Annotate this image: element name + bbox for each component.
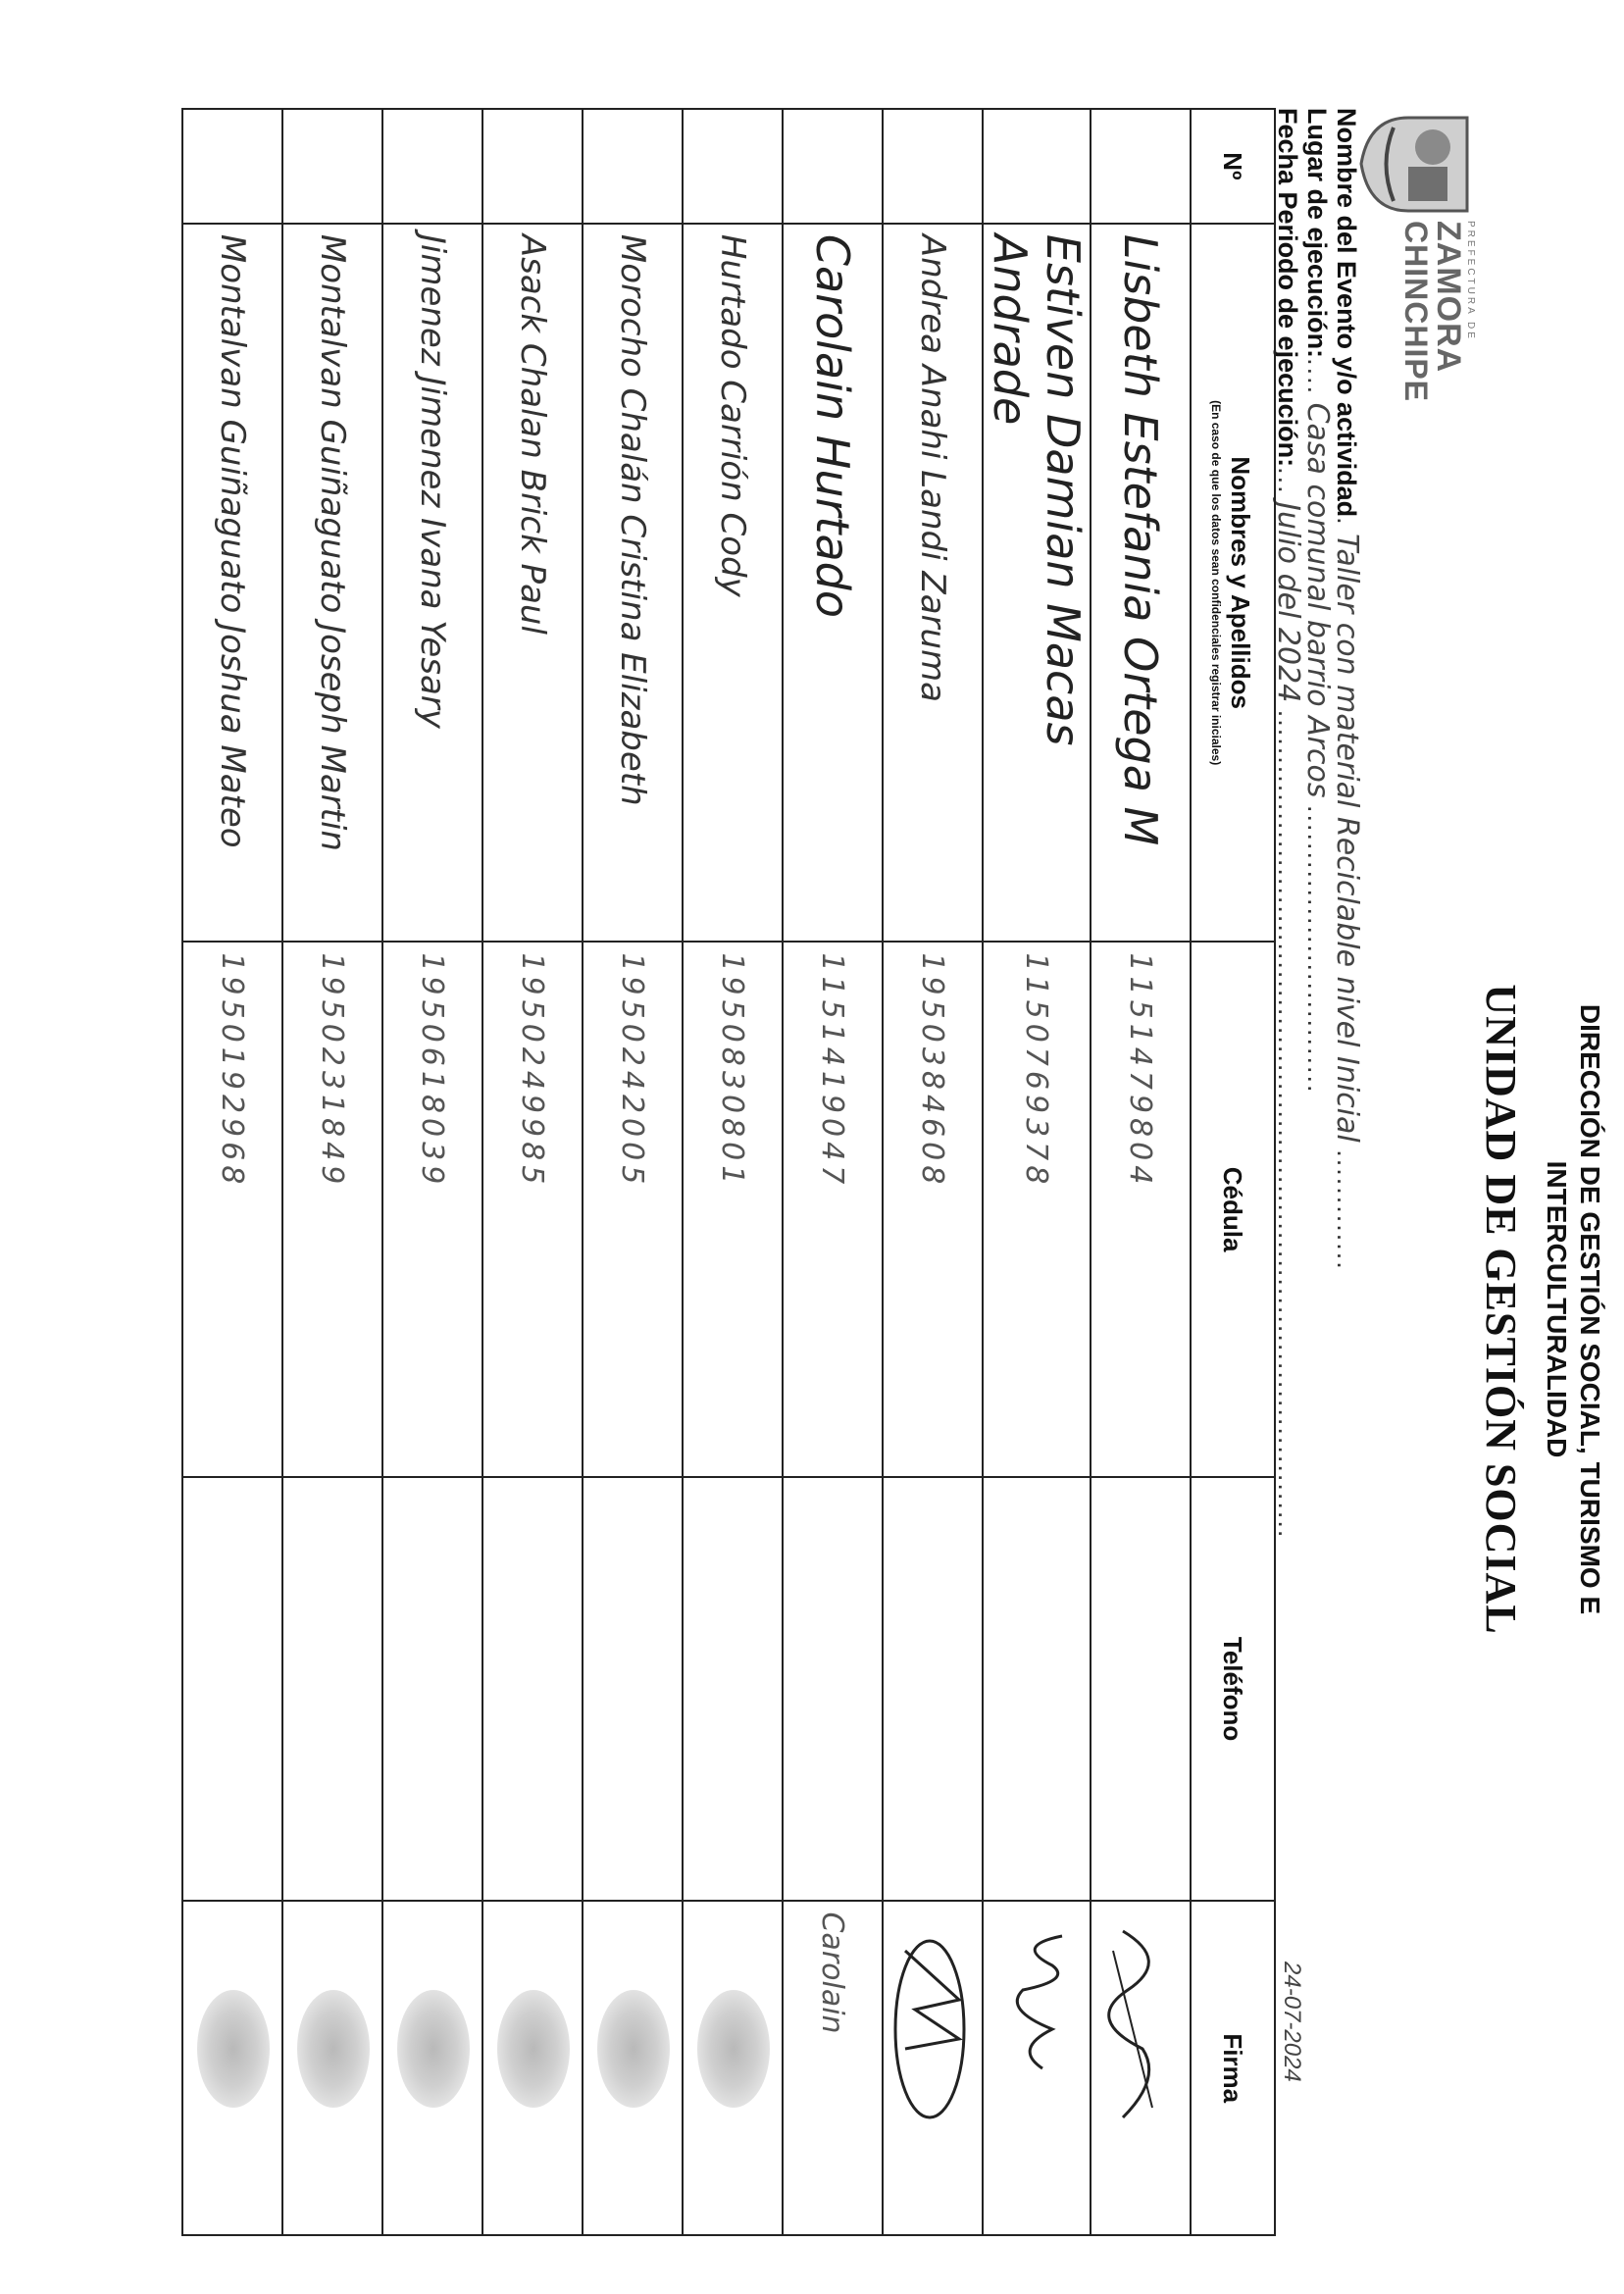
table-row [783, 109, 883, 2235]
handwritten-date-note: 24-07-2024 [1279, 1962, 1305, 2082]
row-tel [282, 1477, 382, 1902]
row-tel [182, 1477, 282, 1902]
row-tel [583, 1477, 683, 1902]
table-row [1091, 109, 1191, 2235]
place-value: Casa comunal barrio Arcos [1300, 402, 1335, 798]
fingerprint-mark [397, 1990, 470, 2108]
table-row [983, 109, 1091, 2235]
row-tel [1091, 1477, 1191, 1902]
table-header-row [1191, 109, 1275, 2235]
row-num [482, 109, 583, 224]
signature-scribble [891, 1921, 974, 2137]
row-tel [983, 1477, 1091, 1902]
row-signature [983, 1901, 1091, 2235]
row-signature [1091, 1901, 1191, 2235]
table-row [583, 109, 683, 2235]
header-name-label: Nombres y Apellidos [1226, 456, 1256, 709]
table-row [883, 109, 983, 2235]
event-value: Taller con material Reciclable nivel Inicial [1330, 534, 1364, 1143]
row-name: Jimenez Jimenez Ivana Yesary [382, 224, 482, 943]
row-name: Andrea Anahi Landi Zaruma [883, 224, 983, 943]
row-ced: 1150769378 [983, 942, 1091, 1476]
table-row [282, 109, 382, 2235]
dept-line2: INTERCULTURALIDAD [1542, 1160, 1572, 1458]
dept-line1: DIRECCIÓN DE GESTIÓN SOCIAL, TURISMO E [1575, 1003, 1605, 1615]
brand-line1: ZAMORA [1430, 221, 1467, 374]
fingerprint-mark [697, 1990, 770, 2108]
event-field: Nombre del Evento y/o actividad. Taller con material Reciclable nivel Inicial ............. [1330, 108, 1364, 1271]
row-num [883, 109, 983, 224]
unit-title: UNIDAD DE GESTIÓN SOCIAL [1477, 984, 1525, 1635]
fingerprint-mark [597, 1990, 670, 2108]
row-num [382, 109, 482, 224]
brand-prefix: PREFECTURA DE [1465, 221, 1476, 341]
row-num [683, 109, 783, 224]
row-name: Hurtado Carrión Cody [683, 224, 783, 943]
row-ced: 1950384608 [883, 942, 983, 1476]
fingerprint-mark [297, 1990, 370, 2108]
row-name: Lisbeth Estefania Ortega M [1091, 224, 1191, 943]
row-ced: 1151419047 [783, 942, 883, 1476]
row-num [182, 109, 282, 224]
brand-line2: CHINCHIPE [1398, 221, 1434, 403]
row-signature [382, 1901, 482, 2235]
row-ced: 1950249985 [482, 942, 583, 1476]
row-num [783, 109, 883, 224]
row-signature [482, 1901, 583, 2235]
row-name: Asack Chalan Brick Paul [482, 224, 583, 943]
fingerprint-mark [497, 1990, 570, 2108]
row-signature [883, 1901, 983, 2235]
row-num [583, 109, 683, 224]
row-name: Carolain Hurtado [783, 224, 883, 943]
table-row [683, 109, 783, 2235]
row-ced: 1950618039 [382, 942, 482, 1476]
row-num [983, 109, 1091, 224]
header-num: Nº [1191, 109, 1275, 224]
row-ced: 1950830801 [683, 942, 783, 1476]
fingerprint-mark [197, 1990, 270, 2108]
row-name: Montalvan Guiñaguato Joshua Mateo [182, 224, 282, 943]
signature-scribble [1099, 1921, 1182, 2137]
header-tel: Teléfono [1191, 1477, 1275, 1902]
table-row [382, 109, 482, 2235]
row-num [282, 109, 382, 224]
table-row [182, 109, 282, 2235]
row-signature: Carolain [783, 1901, 883, 2235]
table-row [482, 109, 583, 2235]
header-sig: Firma [1191, 1901, 1275, 2235]
row-ced: 1950231849 [282, 942, 382, 1476]
row-tel [683, 1477, 783, 1902]
date-value: Julio del 2024 [1271, 502, 1305, 703]
row-tel [883, 1477, 983, 1902]
brand-name [1398, 221, 1476, 403]
signature-scribble [999, 1921, 1082, 2137]
row-tel [382, 1477, 482, 1902]
row-name: Estiven Damian Macas Andrade [983, 224, 1091, 943]
row-signature [683, 1901, 783, 2235]
row-tel [783, 1477, 883, 1902]
row-signature [182, 1901, 282, 2235]
row-num [1091, 109, 1191, 224]
date-field: Fecha Periodo de ejecución:... Julio del 2024 ......................................................................................... [1271, 108, 1305, 1540]
row-tel [482, 1477, 583, 1902]
row-name: Montalvan Guiñaguato Joseph Martin [282, 224, 382, 943]
row-ced: 1950192968 [182, 942, 282, 1476]
header-ced: Cédula [1191, 942, 1275, 1476]
header-name [1191, 224, 1275, 943]
place-label: Lugar de ejecución: [1302, 108, 1332, 359]
row-signature [282, 1901, 382, 2235]
row-name: Morocho Chalán Cristina Elizabeth [583, 224, 683, 943]
attendance-table [181, 108, 1276, 2236]
row-ced: 1950242005 [583, 942, 683, 1476]
row-ced: 1151479804 [1091, 942, 1191, 1476]
event-label: Nombre del Evento y/o actividad [1332, 108, 1361, 518]
row-signature [583, 1901, 683, 2235]
place-field: Lugar de ejecución:.... Casa comunal barrio Arcos ............................... [1300, 108, 1335, 1095]
date-label: Fecha Periodo de ejecución: [1273, 108, 1302, 468]
department-title [1540, 745, 1606, 1873]
header-name-note: (En caso de que los datos sean confidenciales registrar iniciales) [1209, 400, 1224, 766]
